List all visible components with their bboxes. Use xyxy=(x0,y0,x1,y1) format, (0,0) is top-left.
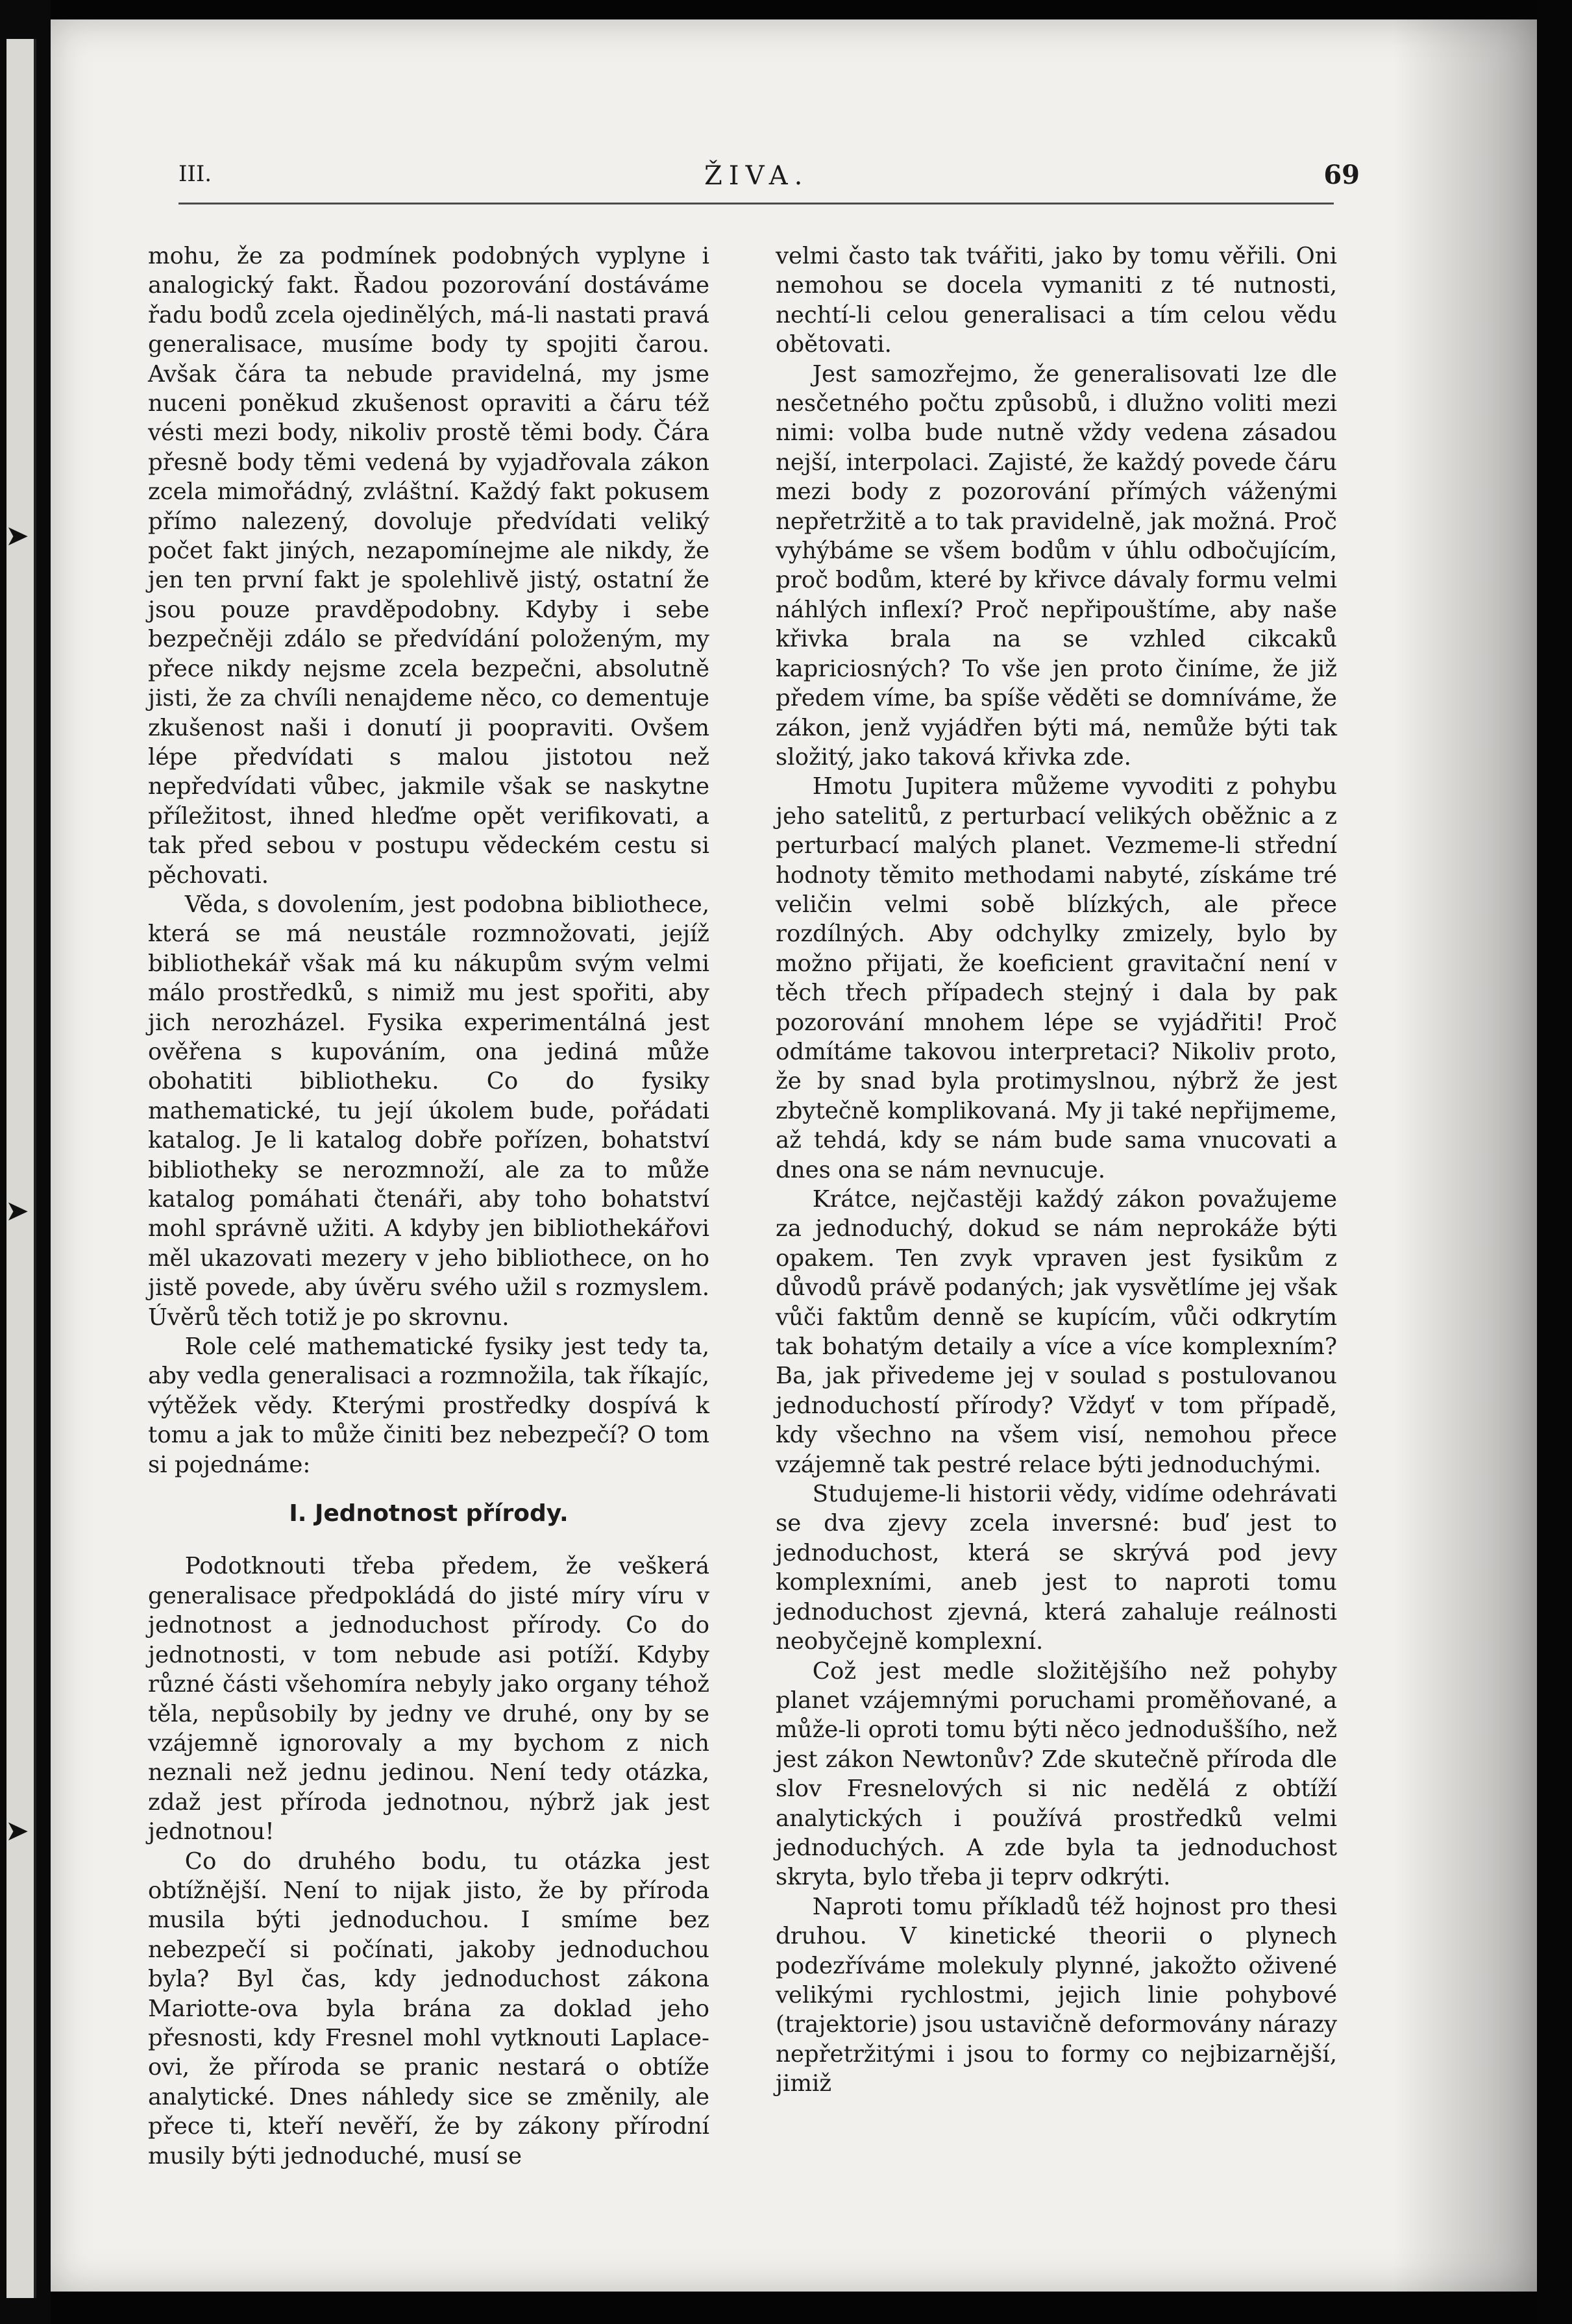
scan-right-margin xyxy=(1537,0,1572,2324)
paragraph: Podotknouti třeba předem, že veškerá generalisace předpokládá do jisté míry víru v jednotnost a jednoduchost přírody. Co do jednotnosti, v tom nebude asi potíží. Kdyby různé části všehomíra nebyly jako organy téhož těla, nepůsobily by jedny ve druhé, ony by se vzájemně ignorovaly a my bychom z nich neznali než jednu jedinou. Není tedy otázka, zdaž jest příroda jednotnou, nýbrž jak jest jednotnou! xyxy=(148,1553,709,1846)
paragraph: Což jest medle složitějšího než pohyby planet vzájemnými poruchami proměňované, a může-li oproti tomu býti něco jednoduššího, než jest zákon Newtonův? Zde skutečně příroda dle slov Fresnelových si nic nedělá z obtíží analytických i používá prostředků velmi jednoduchých. A zde byla ta jednoduchost skryta, bylo třeba ji teprv odkrýti. xyxy=(776,1657,1337,1891)
paragraph: Naproti tomu příkladů též hojnost pro thesi druhou. V kinetické theorii o plynech podezříváme molekuly plynné, jakožto oživené velikými rychlostmi, jejich linie pohybové (trajektorie) jsou ustavičně deformovány nárazy nepřetržitými i jsou to formy co nejbizarnější, jimiž xyxy=(776,1893,1337,2097)
paragraph: Role celé mathematické fysiky jest tedy ta, aby vedla generalisaci a rozmnožila, tak říkajíc, výtěžek vědy. Kterými prostředky dospívá k tomu a jak to může činiti bez nebezpečí? O tom si pojednáme: xyxy=(148,1333,709,1478)
right-column xyxy=(776,241,1337,2099)
section-number: III. xyxy=(178,161,212,187)
page-number: 69 xyxy=(1323,160,1360,190)
header-rule xyxy=(178,203,1334,204)
paragraph: velmi často tak tvářiti, jako by tomu věřili. Oni nemohou se docela vymaniti z té nutnosti, nechtí-li celou generalisaci a tím celou vědu obětovati. xyxy=(776,243,1337,358)
binding-arrow-icon: ➤ xyxy=(5,519,29,552)
paragraph: Věda, s dovolením, jest podobna bibliothece, která se má neustále rozmnožovati, jejíž bibliothekář však má ku nákupům svým velmi málo prostředků, s nimiž mu jest spořiti, aby jich nerozházel. Fysika experimentálná jest ověřena s kupováním, ona jediná může obohatiti bibliotheku. Co do fysiky mathematické, tu její úkolem bude, pořádati katalog. Je li katalog dobře pořízen, bohatství bibliotheky se nerozmnoží, ale za to může katalog pomáhati čtenáři, aby toho bohatství mohl správně užiti. A kdyby jen bibliothekářovi měl ukazovati mezery v jeho bibliothece, on ho jistě povede, aby úvěru svého užil s rozmyslem. Úvěrů těch totiž je po skrovnu. xyxy=(148,891,709,1331)
paragraph: mohu, že za podmínek podobných vyplyne i analogický fakt. Řadou pozorování dostáváme řadu bodů zcela ojedinělých, má-li nastati pravá generalisace, musíme body ty spojiti čarou. Avšak čára ta nebude pravidelná, my jsme nuceni poněkud zkušenost opraviti a čáru též vésti mezi body, nikoliv prostě těmi body. Čára přesně body těmi vedená by vyjadřovala zákon zcela mimořádný, zvláštní. Každý fakt pokusem přímo nalezený, dovoluje předvídati veliký počet fakt jiných, nezapomínejme ale nikdy, že jen ten první fakt je spolehlivě jistý, ostatní že jsou pouze pravděpodobny. Kdyby i sebe bezpečněji zdálo se předvídání položeným, my přece nikdy nejsme zcela bezpečni, absolutně jisti, že za chvíli nenajdeme něco, co dementuje zkušenost naši i donutí ji poopraviti. Ovšem lépe předvídati s malou jistotou než nepředvídati vůbec, jakmile však se naskytne příležitost, ihned hleďme opět verifikovati, a tak před sebou v postupu vědeckém cestu si pěchovati. xyxy=(148,243,709,889)
left-column xyxy=(148,241,709,2171)
binding-arrow-icon: ➤ xyxy=(5,1814,29,1848)
paragraph: Jest samozřejmo, že generalisovati lze dle nesčetného počtu způsobů, i dlužno voliti mezi nimi: volba bude nutně vždy vedena zásadou nejší, interpolaci. Zajisté, že každý povede čáru mezi body z pozorování přímých váženými nepřetržitě a to tak pravidelně, jak možná. Proč vyhýbáme se všem bodům v úhlu odbočujícím, proč bodům, které by křivce dávaly formu velmi náhlých inflexí? Proč nepřipouštíme, aby naše křivka brala na se vzhled cikcaků kapriciosných? To vše jen proto činíme, že již předem víme, ba spíše věděti se domníváme, že zákon, jenž vyjádřen býti má, nemůže býti tak složitý, jako taková křivka zde. xyxy=(776,360,1337,771)
paragraph: Co do druhého bodu, tu otázka jest obtížnější. Není to nijak jisto, že by příroda musila býti jednoduchou. I smíme bez nebezpečí si počínati, jakoby jednoduchou byla? Byl čas, kdy jednoduchost zákona Mariotte-ova byla brána za doklad jeho přesnosti, kdy Fresnel mohl vytknouti Laplace-ovi, že příroda se pranic nestará o obtíže analytické. Dnes náhledy sice se změnily, ale přece ti, kteří nevěří, že by zákony přírodní musily býti jednoduché, musí se xyxy=(148,1848,709,2169)
binding-arrow-icon: ➤ xyxy=(5,1194,29,1228)
scan-left-margin xyxy=(0,0,51,2324)
running-header xyxy=(178,160,1360,200)
page-shadow xyxy=(1394,19,1537,2292)
section-heading: I. Jednotnost přírody. xyxy=(289,1500,569,1527)
journal-title: ŽIVA. xyxy=(704,161,809,191)
paragraph: Studujeme-li historii vědy, vidíme odehrávati se dva zjevy zcela inversné: buď jest to jednoduchost, která se skrývá pod jevy komplexními, aneb jest to naproti tomu jednoduchost zjevná, která zahaluje reálnosti neobyčejně komplexní. xyxy=(776,1481,1337,1655)
binding-edge xyxy=(6,39,36,2298)
paragraph: Hmotu Jupitera můžeme vyvoditi z pohybu jeho satelitů, z perturbací velikých oběžnic a z perturbací malých planet. Vezmeme-li střední hodnoty těmito methodami nabyté, získáme tré veličin velmi sobě blízkých, ale přece rozdílných. Aby odchylky zmizely, bylo by možno přijati, že koeficient gravitační není v těch třech případech stejný i dala by pak pozorování mnohem lépe se vyjádřiti! Proč odmítáme takovou interpretaci? Nikoliv proto, že by snad byla protimyslnou, nýbrž že jest zbytečně komplikovaná. My ji také nepřijmeme, až tehdá, kdy se nám bude sama vnucovati a dnes ona se nám nevnucuje. xyxy=(776,773,1337,1183)
paragraph: Krátce, nejčastěji každý zákon považujeme za jednoduchý, dokud se nám neprokáže býti opakem. Ten zvyk vpraven jest fysikům z důvodů právě podaných; jak vysvětlíme jej však vůči faktům denně se kupícím, vůči odkrytím tak bohatým detaily a více a více komplexním? Ba, jak přivedeme jej v soulad s postulovanou jednoduchostí přírody? Vždyť v tom případě, kdy všechno na všem visí, nemohou přece vzájemně tak pestré relace býti jednoduchými. xyxy=(776,1186,1337,1478)
